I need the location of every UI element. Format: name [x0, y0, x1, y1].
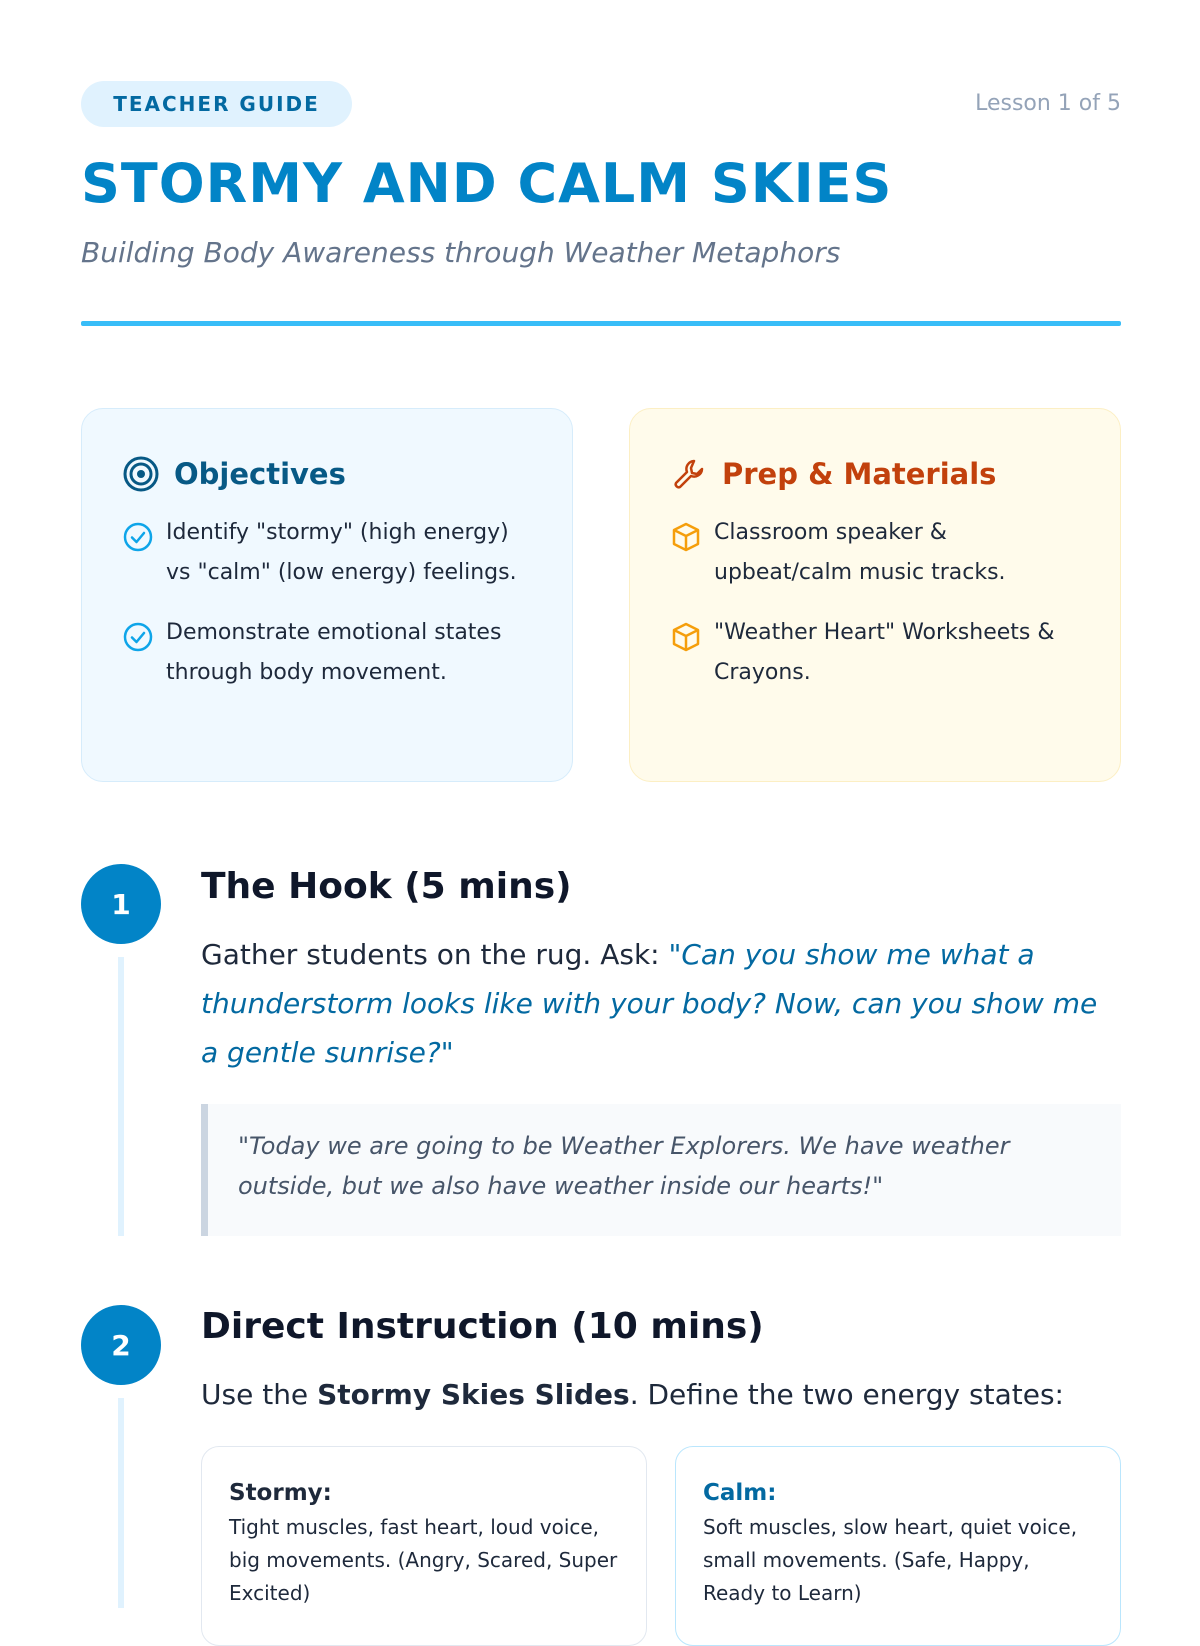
step-1-title: The Hook (5 mins) — [201, 866, 572, 907]
calm-description: Soft muscles, slow heart, quiet voice, small movements. (Safe, Happy, Ready to Learn) — [703, 1515, 1078, 1605]
check-circle-icon — [122, 621, 154, 653]
stormy-description: Tight muscles, fast heart, loud voice, big movements. (Angry, Scared, Super Excited) — [229, 1515, 618, 1605]
step-2-lead: Use the — [201, 1378, 318, 1411]
step-1-lead: Gather students on the rug. Ask: — [201, 938, 669, 971]
objectives-card — [81, 408, 573, 782]
objectives-title: Objectives — [174, 457, 346, 491]
step-1-script-callout: "Today we are going to be Weather Explorers. We have weather outside, but we also have weather inside our hearts!" — [201, 1104, 1121, 1236]
objective-text: Identify "stormy" (high energy) vs "calm" (low energy) feelings. — [166, 520, 517, 585]
step-1-question: "Can you show me what a thunderstorm looks like with your body? Now, can you show me a gentle sunrise?" — [201, 938, 1098, 1069]
objectives-header — [122, 449, 532, 499]
slides-name: Stormy Skies Slides — [317, 1378, 630, 1411]
step-1-instructions — [201, 930, 1121, 1077]
step-2-number: 2 — [81, 1305, 161, 1385]
objective-text: Demonstrate emotional states through body movement. — [166, 620, 502, 685]
step-2-instructions — [201, 1370, 1121, 1419]
check-circle-icon — [122, 521, 154, 553]
target-icon — [122, 455, 160, 493]
material-item — [670, 513, 1080, 593]
material-text: Classroom speaker & upbeat/calm music tracks. — [714, 520, 1006, 585]
teacher-guide-badge: TEACHER GUIDE — [81, 81, 352, 127]
lesson-counter: Lesson 1 of 5 — [975, 91, 1121, 116]
calm-label: Calm: — [703, 1480, 777, 1506]
page-title: STORMY AND CALM SKIES — [81, 152, 893, 215]
prep-title: Prep & Materials — [722, 457, 997, 491]
calm-state-card — [675, 1446, 1121, 1646]
material-item — [670, 613, 1080, 693]
step-2-tail: . Define the two energy states: — [629, 1378, 1064, 1411]
page-subtitle: Building Body Awareness through Weather Metaphors — [81, 236, 841, 269]
stormy-state-card — [201, 1446, 647, 1646]
material-text: "Weather Heart" Worksheets & Crayons. — [714, 620, 1055, 685]
header-row — [81, 81, 1121, 127]
objective-item — [122, 513, 532, 593]
objective-item — [122, 613, 532, 693]
header-divider — [81, 321, 1121, 326]
wrench-icon — [670, 455, 708, 493]
prep-materials-card — [629, 408, 1121, 782]
prep-header — [670, 449, 1080, 499]
box-icon — [670, 521, 702, 553]
step-2-title: Direct Instruction (10 mins) — [201, 1306, 764, 1347]
stormy-label: Stormy: — [229, 1480, 332, 1506]
box-icon — [670, 621, 702, 653]
step-1-number: 1 — [81, 864, 161, 944]
step-2-timeline — [118, 1398, 124, 1608]
step-1-timeline — [118, 957, 124, 1236]
